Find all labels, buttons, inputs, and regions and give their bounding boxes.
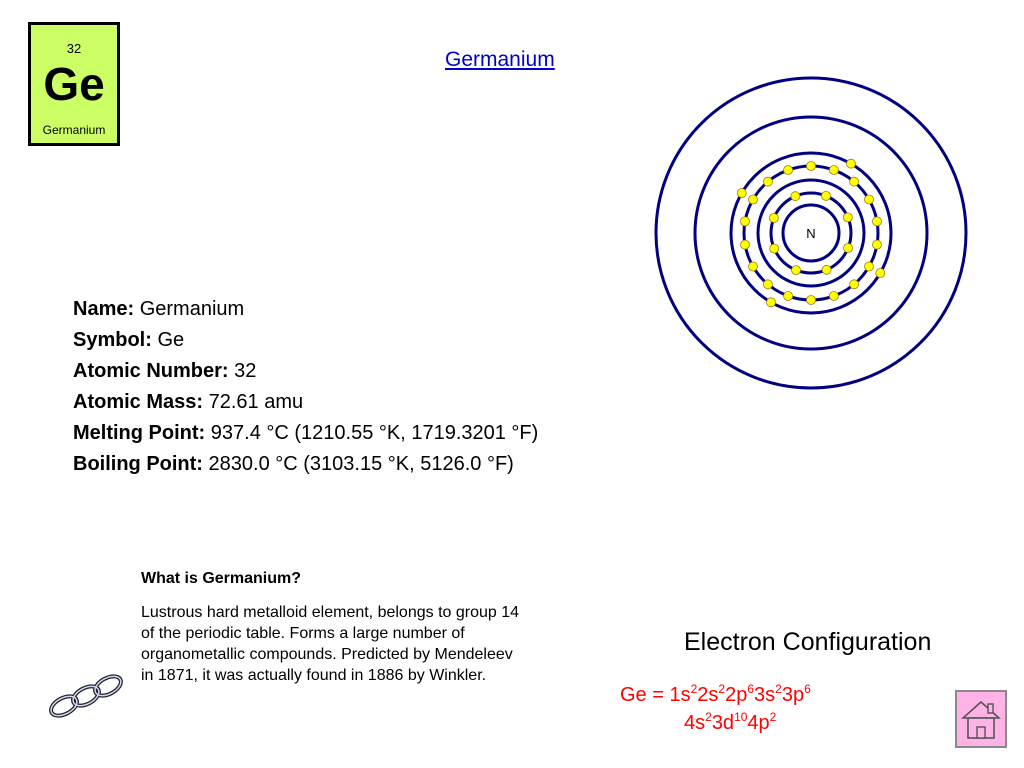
orbital-term: $4p^2$ — [747, 710, 777, 734]
property-value: 937.4 °C (1210.55 °K, 1719.3201 °F) — [210, 422, 539, 444]
property-label: Atomic Mass: — [73, 391, 204, 413]
property-value: 32 — [234, 360, 257, 382]
property-label: Name: — [73, 298, 135, 320]
electron — [822, 191, 831, 200]
orbital-electron-count: 6 — [804, 682, 811, 696]
element-tile — [28, 22, 120, 146]
property-boiling-point — [73, 449, 538, 480]
nucleus-label: N — [806, 226, 816, 241]
electron — [844, 244, 853, 253]
property-melting-point — [73, 418, 538, 449]
electron — [741, 240, 750, 249]
property-value: Germanium — [139, 298, 245, 320]
electron — [850, 177, 859, 186]
tile-element-name: Germanium — [42, 123, 106, 137]
description-question: What is Germanium? — [141, 570, 302, 587]
electron-config-terms — [669, 684, 810, 706]
electron — [741, 217, 750, 226]
tile-atomic-number: 32 — [66, 41, 82, 56]
chain-link-icon[interactable] — [46, 672, 130, 720]
property-value: 72.61 amu — [208, 391, 304, 413]
electron — [791, 192, 800, 201]
electron — [876, 269, 885, 278]
electron — [865, 262, 874, 271]
element-description — [141, 570, 621, 686]
electron — [850, 280, 859, 289]
orbital-electron-count: 2 — [775, 682, 782, 696]
electron — [769, 214, 778, 223]
orbital-electron-count: 6 — [747, 682, 755, 696]
orbital-term: $1s^2$ — [669, 682, 698, 706]
description-text — [141, 602, 621, 686]
property-name — [73, 294, 538, 325]
element-title-link[interactable]: Germanium — [445, 48, 555, 71]
description-line: in 1871, it was actually found in 1886 by Winkler. — [141, 667, 487, 684]
orbital-electron-count: 10 — [734, 710, 748, 724]
description-line: organometallic compounds. Predicted by Mendeleev — [141, 646, 513, 663]
orbital-term: $4s^2$ — [684, 710, 712, 734]
electron — [807, 162, 816, 171]
orbital-electron-count: 2 — [769, 710, 777, 724]
orbital-electron-count: 2 — [705, 710, 712, 724]
electron — [749, 262, 758, 271]
home-icon — [961, 698, 1001, 742]
electron — [807, 296, 816, 305]
orbital-electron-count: 2 — [690, 682, 698, 696]
bohr-model-diagram — [625, 70, 995, 415]
electron — [829, 292, 838, 301]
property-value: Ge — [157, 329, 185, 351]
electron-config-title: Electron Configuration — [684, 628, 932, 656]
property-atomic-mass — [73, 387, 538, 418]
element-properties — [73, 294, 538, 480]
orbital-term: $2s^2$ — [697, 682, 726, 706]
electron — [873, 240, 882, 249]
orbital-term: $2p^6$ — [725, 682, 755, 706]
property-label: Melting Point: — [73, 422, 206, 444]
electron — [822, 265, 831, 274]
electron — [770, 244, 779, 253]
electron — [763, 280, 772, 289]
property-label: Boiling Point: — [73, 453, 203, 475]
orbital-term: $3p^6$ — [781, 682, 811, 706]
description-line: of the periodic table. Forms a large number of — [141, 625, 465, 642]
electron — [763, 177, 772, 186]
orbital-term: $3s^2$ — [754, 682, 782, 706]
property-label: Symbol: — [73, 329, 152, 351]
property-symbol — [73, 325, 538, 356]
electron — [737, 189, 746, 198]
home-button[interactable] — [955, 690, 1007, 748]
electron — [829, 166, 838, 175]
electron-config-line-2 — [684, 710, 776, 735]
electron — [784, 292, 793, 301]
electron-config-line-1 — [620, 682, 811, 707]
electron — [749, 195, 758, 204]
electron — [873, 217, 882, 226]
tile-symbol: Ge — [43, 58, 105, 110]
property-value: 2830.0 °C (3103.15 °K, 5126.0 °F) — [208, 453, 514, 475]
electron — [847, 159, 856, 168]
electron — [865, 195, 874, 204]
electron-config-prefix: Ge = — [620, 684, 670, 706]
description-line: Lustrous hard metalloid element, belongs to group 14 — [141, 604, 520, 621]
electron — [792, 266, 801, 275]
electron — [784, 166, 793, 175]
property-atomic-number — [73, 356, 538, 387]
orbital-term: $3d^{10}$ — [711, 710, 748, 734]
electron — [767, 298, 776, 307]
electron — [843, 213, 852, 222]
property-label: Atomic Number: — [73, 360, 229, 382]
orbital-electron-count: 2 — [718, 682, 726, 696]
